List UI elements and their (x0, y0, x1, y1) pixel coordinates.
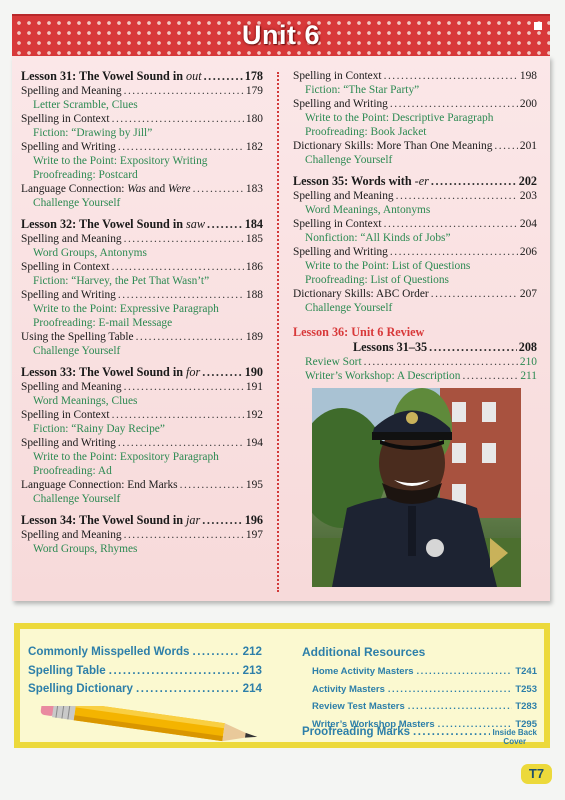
resource-page: T283 (515, 701, 537, 712)
right-column (293, 69, 537, 383)
item-label-italic: Were (168, 183, 191, 195)
leader-dots (124, 84, 244, 98)
toc-subentry[interactable]: Challenge Yourself (305, 302, 393, 314)
toc-entry[interactable] (293, 189, 537, 203)
toc-entry-label (21, 330, 134, 344)
toc-entry-label (21, 232, 122, 246)
toc-subentry[interactable]: Write to the Point: Expository Paragraph (33, 451, 219, 463)
photo-illustration (312, 388, 521, 587)
item-label: Spelling in Context (293, 218, 382, 230)
toc-subentry[interactable]: Fiction: “The Star Party” (305, 84, 420, 96)
resource-label: Home Activity Masters (312, 666, 414, 677)
review-lesson-heading[interactable]: Lesson 36: Unit 6 Review (293, 325, 425, 339)
additional-resource-entry[interactable] (312, 681, 537, 699)
pencil-icon (36, 706, 266, 742)
toc-entry[interactable] (21, 232, 263, 246)
leader-dots (118, 436, 244, 450)
page-number: 195 (245, 479, 263, 491)
toc-entry[interactable] (21, 380, 263, 394)
toc-entry-label (293, 245, 388, 259)
item-label: Spelling in Context (21, 113, 110, 125)
page-number: 196 (244, 513, 263, 527)
additional-resource-entry[interactable] (312, 698, 537, 716)
review-lessons-row[interactable] (293, 340, 537, 355)
page-ref-line2: Cover (503, 737, 527, 746)
leader-dots (390, 97, 518, 111)
page-number: 191 (245, 381, 263, 393)
page-number-badge: T7 (521, 764, 552, 784)
toc-entry-label (293, 97, 388, 111)
page-number: 180 (245, 113, 263, 125)
page-number: 185 (245, 233, 263, 245)
toc-entry[interactable] (21, 260, 263, 274)
lesson-heading-label (21, 513, 200, 527)
lesson-title-prefix: Lesson 33: The Vowel Sound in (21, 365, 187, 379)
toc-subentry[interactable]: Proofreading: Book Jacket (305, 126, 427, 138)
item-label: Spelling and Meaning (293, 190, 394, 202)
lesson-heading[interactable] (293, 174, 537, 189)
item-label: Spelling in Context (21, 409, 110, 421)
review-entry[interactable] (293, 355, 537, 369)
resource-label: Writer’s Workshop Masters (312, 718, 435, 730)
lesson-title-italic: -er (414, 174, 429, 188)
additional-resources-heading: Additional Resources (302, 645, 426, 659)
leader-dots (388, 681, 512, 699)
toc-entry[interactable] (21, 182, 263, 196)
lesson-title-prefix: Lesson 34: The Vowel Sound in (21, 513, 187, 527)
toc-entry[interactable] (21, 84, 263, 98)
leader-dots (124, 232, 244, 246)
page-number: 182 (245, 141, 263, 153)
lesson-title-prefix: Lesson 32: The Vowel Sound in (21, 217, 187, 231)
toc-entry[interactable] (21, 330, 263, 344)
item-label: Spelling and Meaning (21, 529, 122, 541)
leader-dots (364, 355, 518, 369)
toc-entry[interactable] (293, 217, 537, 231)
toc-subentry[interactable]: Write to the Point: Expository Writing (33, 155, 208, 167)
page-number: 198 (519, 70, 537, 82)
lesson-heading[interactable] (21, 365, 263, 380)
resource-entry[interactable] (28, 643, 262, 662)
toc-subentry[interactable]: Challenge Yourself (305, 154, 393, 166)
leader-dots (118, 140, 244, 154)
left-column (21, 69, 263, 556)
leader-dots (112, 408, 244, 422)
toc-subentry[interactable]: Challenge Yourself (33, 493, 121, 505)
lesson-title-italic: jar (186, 513, 201, 527)
leader-dots (384, 217, 518, 231)
page-number: 203 (519, 190, 537, 202)
page-number: 200 (519, 98, 537, 110)
item-label: Spelling and Meaning (21, 381, 122, 393)
resource-label: Commonly Misspelled Words (28, 645, 190, 658)
page-number: 207 (519, 288, 537, 300)
lesson-heading-label (21, 69, 202, 83)
toc-entry[interactable] (21, 288, 263, 302)
toc-subentry[interactable]: Letter Scramble, Clues (33, 99, 138, 111)
leader-dots (136, 680, 240, 699)
toc-entry[interactable] (293, 97, 537, 111)
toc-entry-label (293, 139, 492, 153)
toc-subentry[interactable]: Word Meanings, Antonyms (305, 204, 431, 216)
page-number: 178 (244, 69, 263, 83)
resource-label: Spelling Table (28, 663, 106, 677)
item-label: Writer’s Workshop: A Description (305, 370, 461, 382)
leader-dots (202, 513, 242, 527)
toc-entry-label (21, 260, 110, 274)
item-label: Spelling and Writing (293, 98, 388, 110)
page-number: 192 (245, 409, 263, 421)
resource-page: 212 (242, 645, 262, 658)
toc-subentry[interactable]: Write to the Point: List of Questions (305, 260, 471, 272)
toc-entry-label (21, 182, 191, 196)
page-number: 183 (245, 183, 263, 195)
item-label-mid: and (145, 183, 169, 195)
lesson-heading[interactable] (21, 513, 263, 528)
leader-dots (494, 139, 517, 153)
toc-subentry[interactable]: Proofreading: Ad (33, 465, 112, 477)
leader-dots (431, 287, 518, 301)
toc-subentry[interactable]: Fiction: “Rainy Day Recipe” (33, 423, 165, 435)
toc-subentry[interactable]: Write to the Point: Expressive Paragraph (33, 303, 219, 315)
additional-resource-entry[interactable] (312, 663, 537, 681)
toc-subentry[interactable]: Nonfiction: “All Kinds of Jobs” (305, 232, 451, 244)
leader-dots (136, 330, 244, 344)
toc-subentry[interactable]: Challenge Yourself (33, 345, 121, 357)
toc-subentry[interactable]: Word Meanings, Clues (33, 395, 138, 407)
toc-entry[interactable] (293, 139, 537, 153)
item-label: Spelling and Writing (21, 289, 116, 301)
item-label: Spelling and Meaning (21, 233, 122, 245)
page-number: 197 (245, 529, 263, 541)
toc-subentry[interactable]: Proofreading: Postcard (33, 169, 138, 181)
item-label: Dictionary Skills: ABC Order (293, 288, 429, 300)
page-ref-line1: Inside Back (492, 728, 537, 737)
additional-resources-list (312, 663, 537, 733)
item-label: Dictionary Skills: More Than One Meaning (293, 140, 493, 152)
toc-entry-label (21, 288, 116, 302)
toc-entry[interactable] (21, 140, 263, 154)
leader-dots (118, 288, 244, 302)
toc-entry-label (21, 436, 116, 450)
item-label: Using the Spelling Table (21, 331, 134, 343)
lesson-title-prefix: Lesson 35: Words with (293, 174, 415, 188)
toc-subentry[interactable]: Proofreading: List of Questions (305, 274, 449, 286)
review-lessons-row-label (353, 340, 427, 354)
page-number: 204 (519, 218, 537, 230)
toc-entry-label (21, 112, 110, 126)
leader-dots (202, 365, 242, 379)
lesson-title-italic: for (186, 365, 201, 379)
review-entry-label (305, 369, 460, 383)
leader-dots (408, 698, 513, 716)
toc-entry-label (293, 189, 394, 203)
leader-dots (124, 528, 244, 542)
review-lessons-label: Lessons 31–35 (353, 340, 428, 354)
resource-page: T241 (515, 666, 537, 677)
proofreading-marks-page (493, 728, 537, 746)
toc-entry[interactable] (21, 436, 263, 450)
leader-dots (124, 380, 244, 394)
proofreading-marks-label: Proofreading Marks (302, 726, 410, 738)
page-number: 194 (245, 437, 263, 449)
toc-entry-label (21, 478, 178, 492)
lesson-heading-label (21, 365, 200, 379)
leader-dots (384, 69, 518, 83)
item-label-prefix: Language Connection: (21, 183, 128, 195)
toc-subentry[interactable]: Challenge Yourself (33, 197, 121, 209)
lesson-heading[interactable] (21, 217, 263, 232)
page-number: 188 (245, 289, 263, 301)
item-label: Spelling and Writing (293, 246, 388, 258)
item-label: Spelling and Writing (21, 437, 116, 449)
column-divider (277, 72, 279, 592)
item-label: Spelling and Meaning (21, 85, 122, 97)
item-label: Spelling and Writing (21, 141, 116, 153)
lesson-title-italic: out (186, 69, 202, 83)
toc-subentry[interactable]: Proofreading: E-mail Message (33, 317, 173, 329)
toc-entry[interactable] (21, 478, 263, 492)
page-number: 179 (245, 85, 263, 97)
page-number: 210 (519, 356, 537, 368)
toc-entry-label (21, 140, 116, 154)
leader-dots (431, 174, 517, 188)
leader-dots (417, 663, 513, 681)
leader-dots (112, 112, 244, 126)
toc-subentry[interactable]: Fiction: “Harvey, the Pet That Wasn’t” (33, 275, 210, 287)
leader-dots (112, 260, 244, 274)
lesson-title-prefix: Lesson 31: The Vowel Sound in (21, 69, 187, 83)
leader-dots (180, 478, 244, 492)
toc-entry-label (21, 408, 110, 422)
toc-entry[interactable] (21, 528, 263, 542)
resource-entry[interactable] (28, 662, 262, 681)
item-label: Language Connection: End Marks (21, 479, 178, 491)
toc-entry-label (21, 528, 122, 542)
resource-label: Activity Masters (312, 683, 385, 695)
resources-left-list (28, 643, 262, 699)
toc-subentry[interactable]: Write to the Point: Descriptive Paragraph (305, 112, 494, 124)
leader-dots (204, 69, 243, 83)
item-label: Review Sort (305, 356, 362, 368)
leader-dots (192, 643, 239, 662)
proofreading-marks-row[interactable] (302, 726, 537, 746)
lesson-title-italic: saw (186, 217, 206, 231)
page-number: 208 (518, 340, 537, 354)
lesson-heading-label (293, 174, 429, 188)
leader-dots (396, 189, 518, 203)
leader-dots (193, 182, 244, 196)
lesson-heading-label (21, 217, 205, 231)
resource-page: T253 (515, 683, 537, 695)
lesson-heading[interactable] (21, 69, 263, 84)
unit-banner (12, 14, 550, 58)
review-entry[interactable] (293, 369, 537, 383)
item-label: Spelling in Context (293, 70, 382, 82)
item-label-italic: Was (127, 183, 146, 195)
toc-entry-label (293, 287, 429, 301)
leader-dots (109, 662, 240, 681)
toc-entry-label (21, 84, 122, 98)
toc-entry-label (293, 69, 382, 83)
resource-label: Review Test Masters (312, 701, 405, 712)
resource-page: 213 (242, 663, 262, 677)
review-entry-label (305, 355, 362, 369)
leader-dots (390, 245, 518, 259)
resource-page: 214 (242, 682, 262, 695)
toc-entry-label (293, 217, 382, 231)
toc-entry[interactable] (21, 112, 263, 126)
page-number: 211 (520, 370, 537, 382)
toc-subentry[interactable]: Word Groups, Rhymes (33, 543, 138, 555)
unit-title: Unit 6 (241, 20, 320, 50)
leader-dots (462, 369, 518, 383)
toc-entry[interactable] (293, 69, 537, 83)
item-label: Spelling in Context (21, 261, 110, 273)
resource-page: T295 (515, 718, 537, 730)
page-number: 190 (244, 365, 263, 379)
resource-label: Spelling Dictionary (28, 682, 134, 695)
banner-corner-mark (534, 22, 542, 30)
leader-dots (429, 340, 517, 354)
toc-subentry[interactable]: Word Groups, Antonyms (33, 247, 147, 259)
toc-entry-label (21, 380, 122, 394)
toc-subentry[interactable]: Fiction: “Drawing by Jill” (33, 127, 153, 139)
page-number: 186 (245, 261, 263, 273)
page-number: 202 (518, 174, 537, 188)
toc-entry[interactable] (21, 408, 263, 422)
resource-entry[interactable] (28, 680, 262, 699)
toc-entry[interactable] (293, 245, 537, 259)
police-officer-photo (312, 388, 521, 587)
leader-dots (207, 217, 243, 231)
toc-entry[interactable] (293, 287, 537, 301)
leader-dots (413, 726, 490, 738)
page-number: 206 (519, 246, 537, 258)
page-number: 189 (245, 331, 263, 343)
page-number: 184 (244, 217, 263, 231)
page-number: 201 (519, 140, 537, 152)
